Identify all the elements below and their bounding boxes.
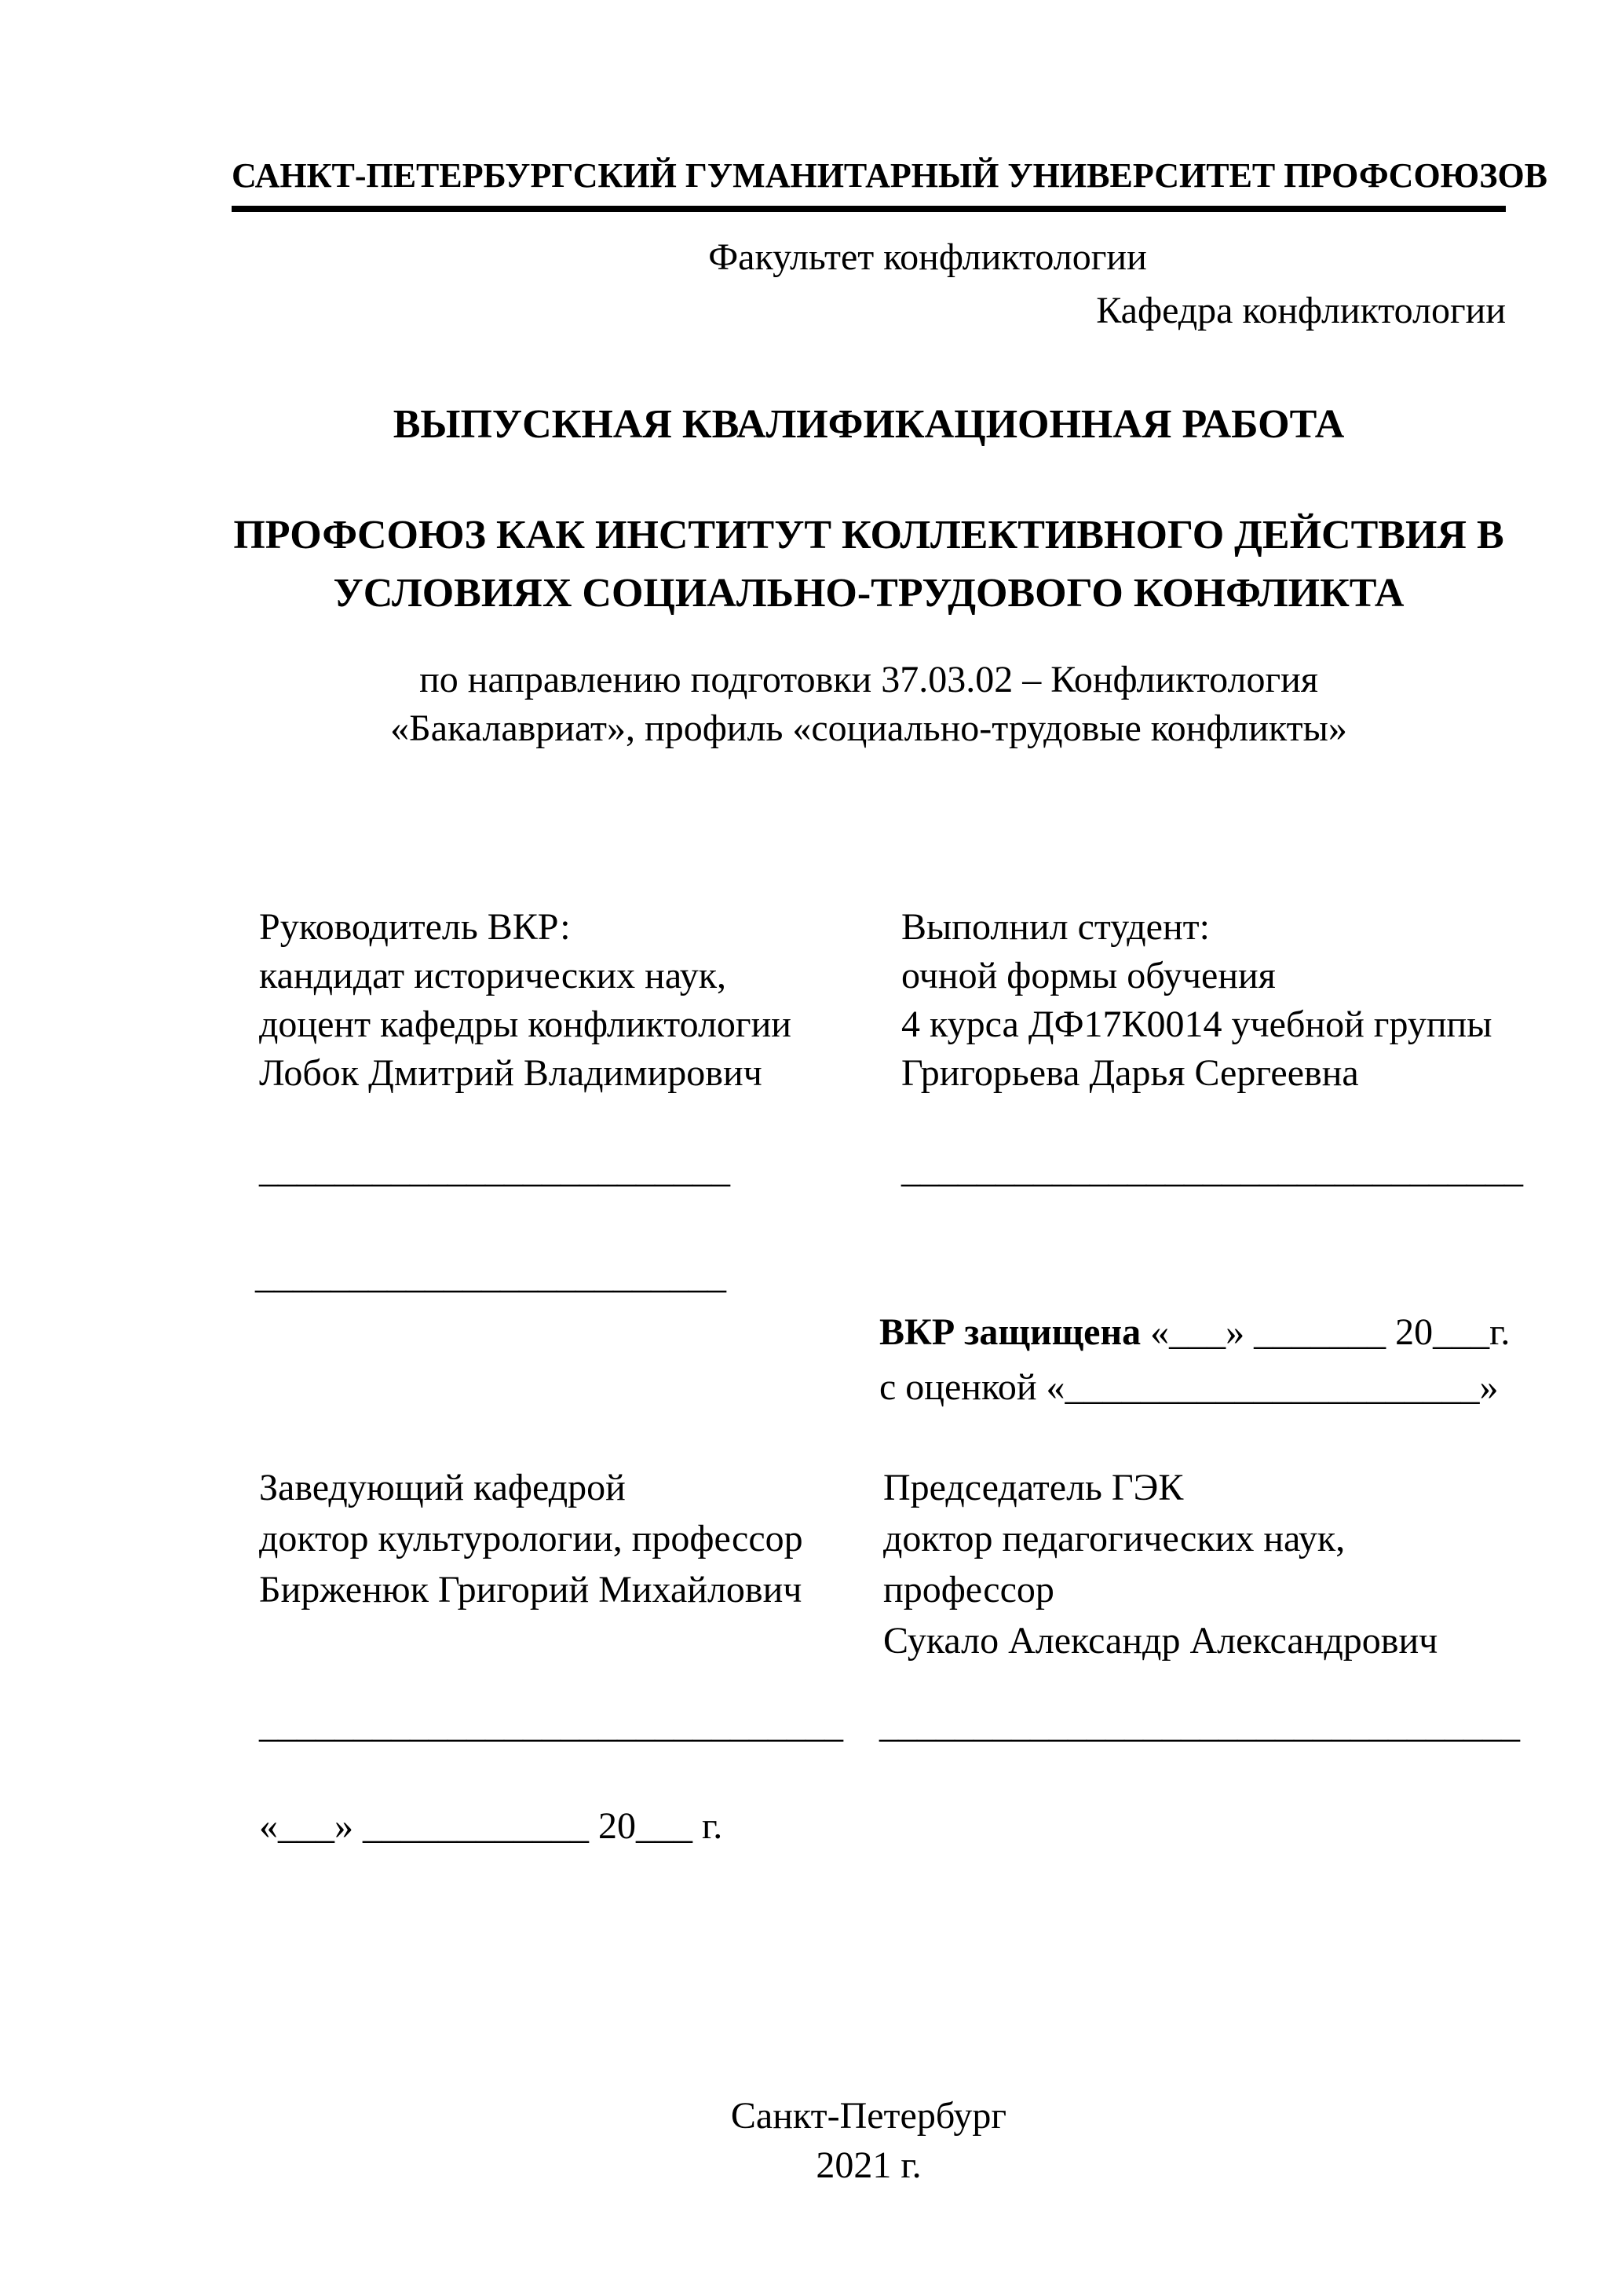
- thesis-title: [232, 506, 1506, 623]
- student-group: 4 курса ДФ17К0014 учебной группы: [901, 1004, 1492, 1045]
- program-direction: по направлению подготовки 37.03.02 – Конфликтология: [419, 659, 1318, 700]
- thesis-title-line2: УСЛОВИЯХ СОЦИАЛЬНО-ТРУДОВОГО КОНФЛИКТА: [333, 571, 1405, 616]
- department-head-title: Заведующий кафедрой: [259, 1467, 626, 1508]
- program-info: [232, 656, 1506, 753]
- footer-year: 2021 г.: [816, 2144, 922, 2186]
- department-name: Кафедра конфликтологии: [1096, 290, 1506, 331]
- committee-chair-title: Председатель ГЭК: [883, 1467, 1184, 1508]
- student-block: [901, 903, 1576, 1098]
- supervisor-name: Лобок Дмитрий Владимирович: [259, 1052, 762, 1094]
- footer-block: [232, 2091, 1506, 2190]
- department-head-signature-line: _______________________________: [259, 1704, 843, 1746]
- student-study-form: очной формы обучения: [901, 955, 1276, 996]
- student-name: Григорьева Дарья Сергеевна: [901, 1052, 1359, 1094]
- program-profile: «Бакалавриат», профиль «социально-трудовые конфликты»: [390, 707, 1347, 749]
- thesis-title-line1: ПРОФСОЮЗ КАК ИНСТИТУТ КОЛЛЕКТИВНОГО ДЕЙСТВИЯ В: [233, 513, 1504, 558]
- department-head-date-line: «___» ____________ 20___ г.: [259, 1805, 723, 1847]
- defense-defended-label: ВКР защищена: [879, 1311, 1142, 1353]
- committee-chair-name: Сукало Александр Александрович: [883, 1620, 1438, 1662]
- defense-date-line: [879, 1305, 1586, 1360]
- university-name: САНКТ-ПЕТЕРБУРГСКИЙ ГУМАНИТАРНЫЙ УНИВЕРСИТЕТ ПРОФСОЮЗОВ: [232, 154, 1506, 212]
- supervisor-degree: кандидат исторических наук,: [259, 955, 727, 996]
- supervisor-block: [259, 903, 887, 1098]
- committee-chair-position: профессор: [883, 1569, 1054, 1610]
- committee-chair-signature-line: __________________________________: [879, 1704, 1520, 1746]
- department-head-block: [259, 1462, 887, 1615]
- committee-chair-block: [883, 1462, 1574, 1666]
- defense-grade-line: с оценкой «______________________»: [879, 1366, 1499, 1408]
- faculty-name: Факультет конфликтологии: [708, 236, 1147, 278]
- supervisor-role-label: Руководитель ВКР:: [259, 906, 571, 948]
- supervisor-signature-line: _________________________: [259, 1149, 730, 1190]
- defense-date-blanks: «___» _______ 20___г.: [1141, 1311, 1511, 1353]
- student-signature-line: _________________________________: [901, 1149, 1523, 1190]
- supervisor-position: доцент кафедры конфликтологии: [259, 1004, 791, 1045]
- committee-chair-degree: доктор педагогических наук,: [883, 1518, 1346, 1559]
- department-head-name: Бирженюк Григорий Михайлович: [259, 1569, 802, 1610]
- footer-city: Санкт-Петербург: [730, 2095, 1007, 2137]
- student-role-label: Выполнил студент:: [901, 906, 1210, 948]
- supervisor-signature-line-2: _________________________: [255, 1255, 726, 1296]
- defense-block: [879, 1305, 1586, 1415]
- work-type-heading: ВЫПУСКНАЯ КВАЛИФИКАЦИОННАЯ РАБОТА: [393, 402, 1345, 447]
- department-head-degree: доктор культурологии, профессор: [259, 1518, 803, 1559]
